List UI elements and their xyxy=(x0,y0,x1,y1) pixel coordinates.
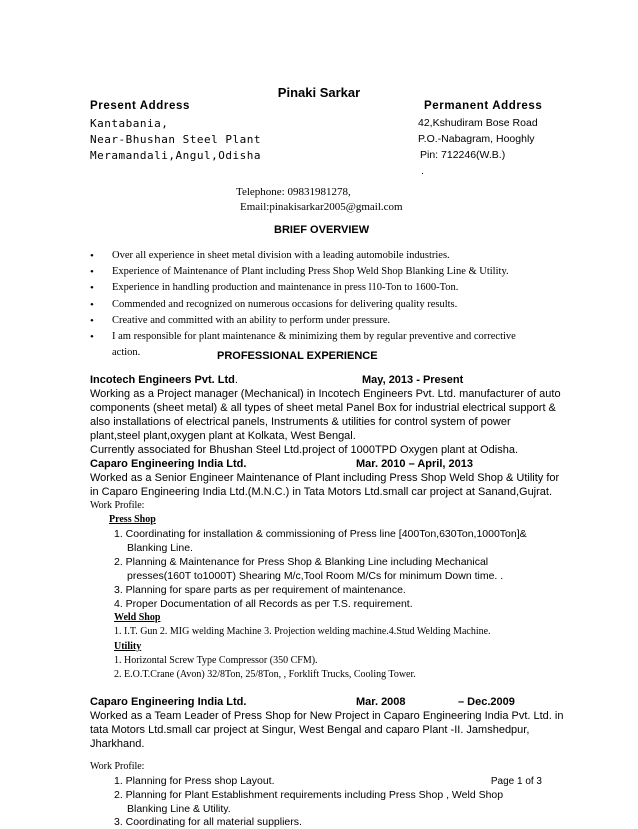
telephone: Telephone: 09831981278, xyxy=(236,186,351,198)
permanent-address-line: 42,Kshudiram Bose Road xyxy=(418,117,538,129)
email: Email:pinakisarkar2005@gmail.com xyxy=(240,201,403,213)
list-item: • Commended and recognized on numerous occasions for delivering quality results. xyxy=(90,297,550,313)
job3-desc-line: tata Motors Ltd.small car project at Singur, West Bengal and caparo Plant -II. Jamshedpur, xyxy=(90,724,530,736)
present-address-line: Near-Bhushan Steel Plant xyxy=(90,133,261,146)
press-shop-label: Press Shop xyxy=(109,514,156,525)
job2-company: Caparo Engineering India Ltd. xyxy=(90,458,247,470)
permanent-address-line: . xyxy=(421,165,424,177)
press-shop-item: Blanking Line. xyxy=(127,542,193,554)
weld-shop-item: 1. I.T. Gun 2. MIG welding Machine 3. Projection welding machine.4.Stud Welding Machine. xyxy=(114,626,491,637)
job3-desc-line: Worked as a Team Leader of Press Shop for New Project in Caparo Engineering India Pvt. Ltd. in xyxy=(90,710,564,722)
press-shop-item: presses(160T to1000T) Shearing M/c,Tool Room M/Cs for minimum Down time. . xyxy=(127,570,504,582)
job1-company-name: Incotech Engineers Pvt. Ltd xyxy=(90,374,235,386)
utility-item: 1. Horizontal Screw Type Compressor (350 CFM). xyxy=(114,655,318,666)
page-number: Page 1 of 3 xyxy=(490,776,542,787)
job3-item: 3. Coordinating for all material suppliers. xyxy=(114,816,302,828)
job2-work-profile-label: Work Profile: xyxy=(90,500,145,511)
job3-desc-line: Jharkhand. xyxy=(90,738,145,750)
weld-shop-label: Weld Shop xyxy=(114,612,161,623)
job1-desc-line: Currently associated for Bhushan Steel Ltd.project of 1000TPD Oxygen plant at Odisha. xyxy=(90,444,519,456)
job1-company-suffix: . xyxy=(234,374,238,386)
job1-company xyxy=(90,374,238,387)
job3-work-profile-label: Work Profile: xyxy=(90,761,145,772)
present-address-line: Meramandali,Angul,Odisha xyxy=(90,149,261,162)
list-item: • I am responsible for plant maintenance & minimizing them by regular preventive and corrective action. xyxy=(90,329,542,361)
job1-desc-line: also installations of electrical panels, Instruments & utilities for control system of power xyxy=(90,416,511,428)
utility-label: Utility xyxy=(114,641,142,652)
job2-period: Mar. 2010 – April, 2013 xyxy=(356,458,473,470)
list-item: • Creative and committed with an ability to perform under pressure. xyxy=(90,313,550,329)
job3-item: 2. Planning for Plant Establishment requirements including Press Shop , Weld Shop xyxy=(114,789,504,801)
utility-item: 2. E.O.T.Crane (Avon) 32/8Ton, 25/8Ton, , Forklift Trucks, Cooling Tower. xyxy=(114,669,416,680)
job1-desc-line: Working as a Project manager (Mechanical) in Incotech Engineers Pvt. Ltd. manufacturer of auto xyxy=(90,388,561,400)
job3-period-end: – Dec.2009 xyxy=(458,696,515,708)
permanent-address-title: Permanent Address xyxy=(424,100,543,112)
press-shop-item: 4. Proper Documentation of all Records as per T.S. requirement. xyxy=(114,598,413,610)
job3-company: Caparo Engineering India Ltd. xyxy=(90,696,247,708)
brief-overview-title: BRIEF OVERVIEW xyxy=(274,224,370,236)
job2-desc-line: in Caparo Engineering India Ltd.(M.N.C.) in Tata Motors Ltd.small car project at Sanand,Gujrat. xyxy=(90,486,553,498)
job3-item: 1. Planning for Press shop Layout. xyxy=(114,775,275,787)
job1-period: May, 2013 - Present xyxy=(362,374,464,386)
professional-experience-title: PROFESSIONAL EXPERIENCE xyxy=(217,350,378,362)
press-shop-item: 2. Planning & Maintenance for Press Shop & Blanking Line including Mechanical xyxy=(114,556,489,568)
press-shop-item: 3. Planning for spare parts as per requirement of maintenance. xyxy=(114,584,406,596)
present-address-line: Kantabania, xyxy=(90,117,169,130)
job3-item: Blanking Line & Utility. xyxy=(127,803,231,815)
press-shop-item: 1. Coordinating for installation & commissioning of Press line [400Ton,630Ton,1000Ton]& xyxy=(114,528,527,540)
list-item: • Over all experience in sheet metal division with a leading automobile industries. xyxy=(90,248,550,264)
brief-overview-list xyxy=(90,248,550,361)
permanent-address-line: P.O.-Nabagram, Hooghly xyxy=(418,133,535,145)
present-address-title: Present Address xyxy=(90,100,190,112)
job1-desc-line: components (sheet metal) & all types of sheet metal Panel Box for industrial electrical support & xyxy=(90,402,556,414)
job2-desc-line: Worked as a Senior Engineer Maintenance of Plant including Press Shop Weld Shop & Utility for xyxy=(90,472,560,484)
candidate-name: Pinaki Sarkar xyxy=(277,85,361,100)
permanent-address-line: Pin: 712246(W.B.) xyxy=(420,149,506,161)
job1-desc-line: plant,steel plant,oxygen plant at Kolkata, West Bengal. xyxy=(90,430,356,442)
job3-period-start: Mar. 2008 xyxy=(356,696,406,708)
list-item: • Experience of Maintenance of Plant including Press Shop Weld Shop Blanking Line & Utility. xyxy=(90,264,550,280)
list-item: • Experience in handling production and maintenance in press l10-Ton to 1600-Ton. xyxy=(90,280,550,296)
